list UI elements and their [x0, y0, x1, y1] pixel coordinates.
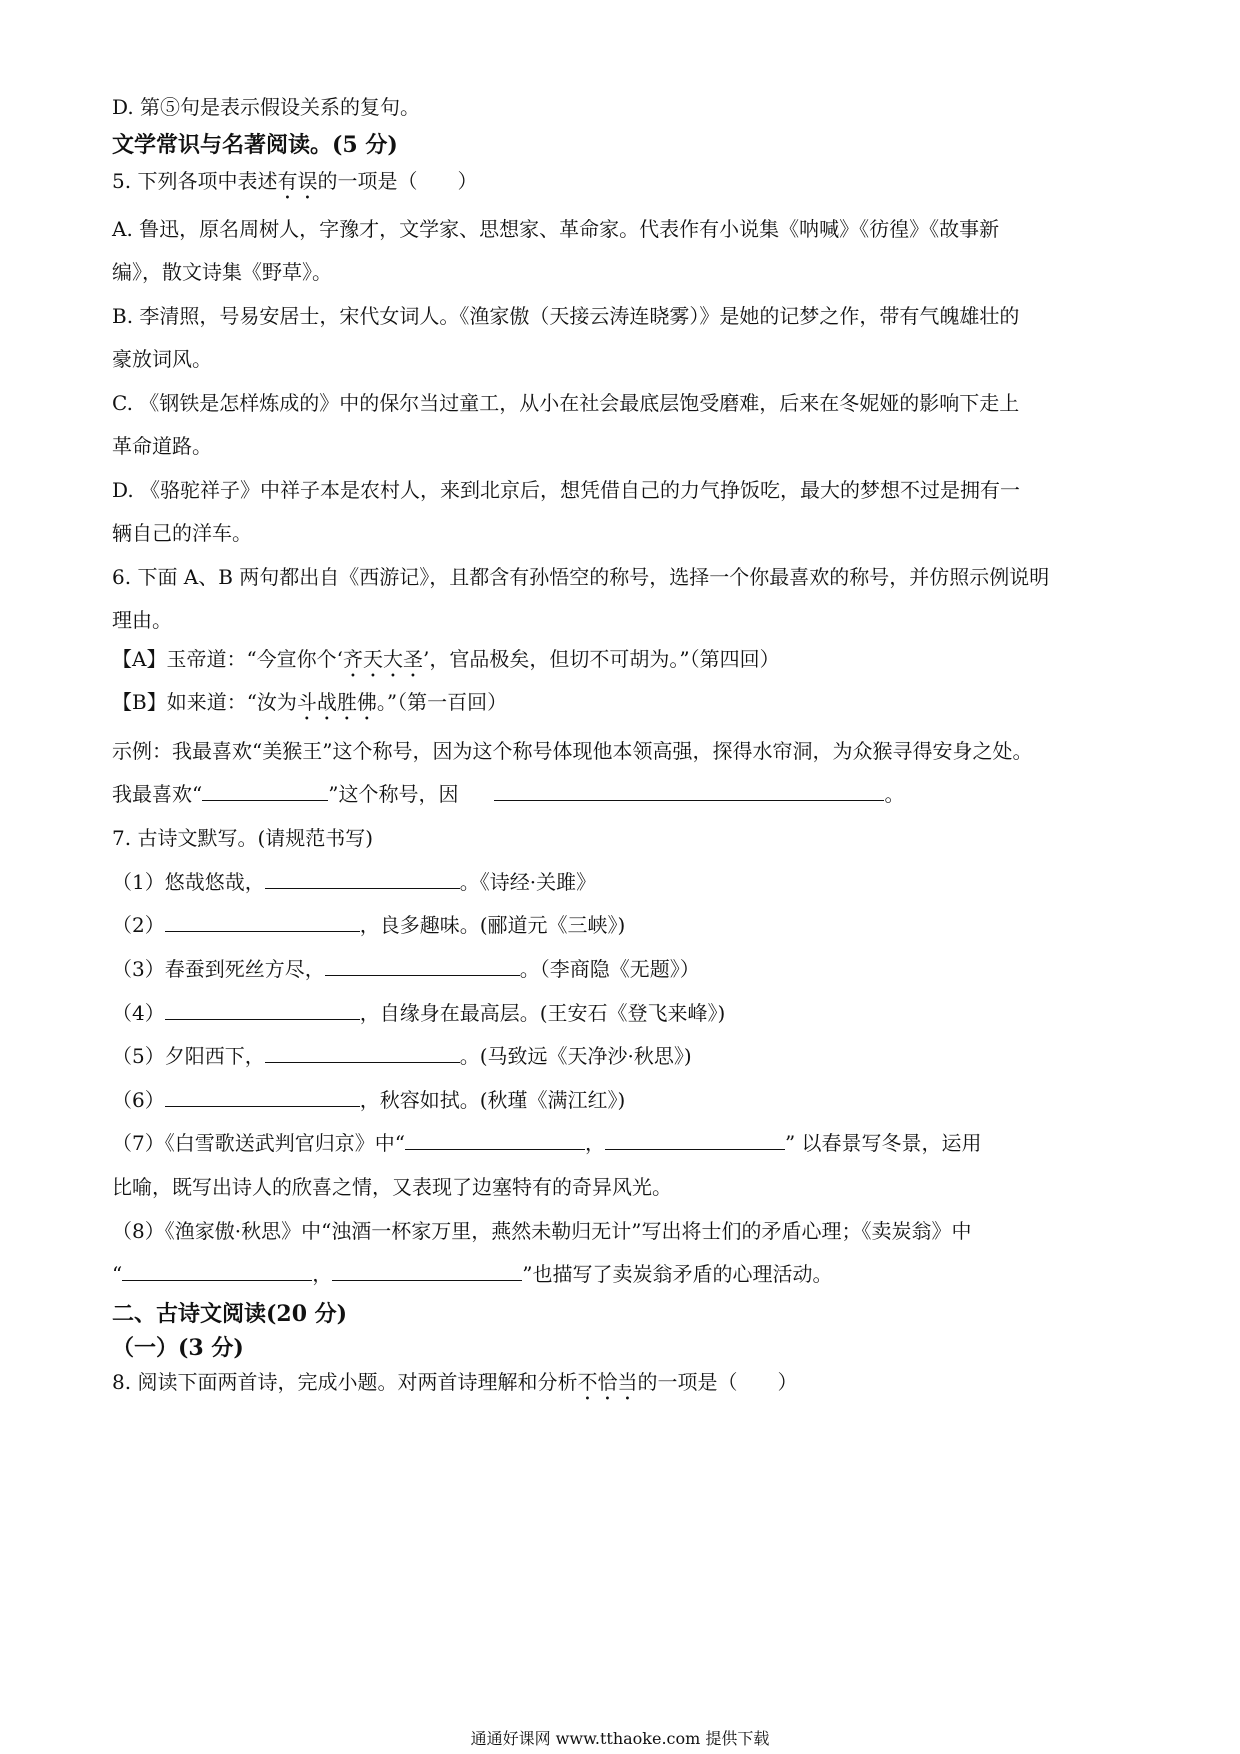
q6-quote-a: 【A】玉帝道：“今宣你个‘齐天大圣’，官品极矣，但切不可胡为。”（第四回）	[112, 647, 780, 671]
q7-item-7-line1: （7）《白雪歌送武判官归京》中“ ， ” 以春景写冬景，运用	[112, 1131, 982, 1155]
question-6-line2: 理由。	[112, 608, 172, 632]
answer-blank[interactable]	[325, 955, 520, 976]
answer-blank[interactable]	[405, 1129, 585, 1150]
question-5: 5. 下列各项中表述有误的一项是（ ）	[112, 169, 478, 193]
q5-option-d-line1: D. 《骆驼祥子》中祥子本是农村人，来到北京后，想凭借自己的力气挣饭吃，最大的梦想不过是拥有一	[112, 478, 1021, 502]
question-8: 8. 阅读下面两首诗，完成小题。对两首诗理解和分析不恰当的一项是（ ）	[112, 1370, 798, 1394]
q5-option-a-line1: A. 鲁迅，原名周树人，字豫才，文学家、思想家、革命家。代表作有小说集《呐喊》《彷徨》《故事新	[112, 217, 1000, 241]
answer-blank[interactable]	[605, 1129, 785, 1150]
emphasis-text: 有误	[277, 169, 318, 193]
q7-item-7-line2: 比喻，既写出诗人的欣喜之情，又表现了边塞特有的奇异风光。	[112, 1175, 672, 1199]
q7-item-1: （1）悠哉悠哉， 。《诗经·关雎》	[112, 870, 597, 894]
question-7: 7. 古诗文默写。(请规范书写)	[112, 826, 374, 850]
q5-option-c-line1: C. 《钢铁是怎样炼成的》中的保尔当过童工，从小在社会最底层饱受磨难，后来在冬妮娅的影响下走上	[112, 391, 1020, 415]
answer-blank[interactable]	[122, 1260, 312, 1281]
answer-blank[interactable]	[265, 868, 460, 889]
footer-watermark: 通通好课网 www.tthaoke.com 提供下载	[470, 1729, 770, 1748]
answer-blank[interactable]	[332, 1260, 522, 1281]
q6-example: 示例：我最喜欢“美猴王”这个称号，因为这个称号体现他本领高强，探得水帘洞，为众猴寻得安身之处。	[112, 739, 1033, 763]
q7-item-8-line1: （8）《渔家傲·秋思》中“浊酒一杯家万里，燕然未勒归无计”写出将士们的矛盾心理；《卖炭翁》中	[112, 1219, 972, 1243]
q5-option-b-line2: 豪放词风。	[112, 347, 212, 371]
q7-item-4: （4） ，自缘身在最高层。(王安石《登飞来峰》)	[112, 1001, 726, 1025]
q5-option-c-line2: 革命道路。	[112, 434, 212, 458]
question-6-line1: 6. 下面 A、B 两句都出自《西游记》，且都含有孙悟空的称号，选择一个你最喜欢的称号，并仿照示例说明	[112, 565, 1050, 589]
q5-option-a-line2: 编》，散文诗集《野草》。	[112, 260, 332, 284]
option-d-prev: D. 第⑤句是表示假设关系的复句。	[112, 95, 421, 119]
answer-blank[interactable]	[165, 1086, 360, 1107]
emphasis-text: 斗战胜佛	[296, 690, 377, 714]
q5-option-d-line2: 辆自己的洋车。	[112, 521, 252, 545]
answer-blank[interactable]	[494, 780, 884, 801]
q6-answer: 我最喜欢“ ”这个称号，因 。	[112, 782, 905, 806]
answer-blank[interactable]	[202, 780, 328, 801]
q7-item-5: （5）夕阳西下， 。(马致远《天净沙·秋思》)	[112, 1044, 692, 1068]
answer-blank[interactable]	[165, 999, 360, 1020]
q7-item-8-line2: “ ， ”也描写了卖炭翁矛盾的心理活动。	[112, 1262, 833, 1286]
q7-item-6: （6） ，秋容如拭。(秋瑾《满江红》)	[112, 1088, 626, 1112]
emphasis-text: 齐天大圣	[343, 647, 424, 671]
q7-item-2: （2） ，良多趣味。(郦道元《三峡》)	[112, 913, 626, 937]
q6-quote-b: 【B】如来道：“汝为斗战胜佛。”（第一百回）	[112, 690, 508, 714]
section-title-poetry: 二、古诗文阅读(20 分)	[112, 1301, 348, 1327]
emphasis-text: 不恰当	[577, 1370, 638, 1394]
answer-blank[interactable]	[265, 1042, 460, 1063]
answer-blank[interactable]	[165, 911, 360, 932]
q7-item-3: （3）春蚕到死丝方尽， 。（李商隐《无题》）	[112, 957, 700, 981]
section-title-literature: 文学常识与名著阅读。(5 分)	[112, 132, 398, 158]
subsection-title: （一）(3 分)	[112, 1335, 244, 1361]
q5-option-b-line1: B. 李清照，号易安居士，宋代女词人。《渔家傲（天接云涛连晓雾）》是她的记梦之作，带有气魄雄壮的	[112, 304, 1020, 328]
